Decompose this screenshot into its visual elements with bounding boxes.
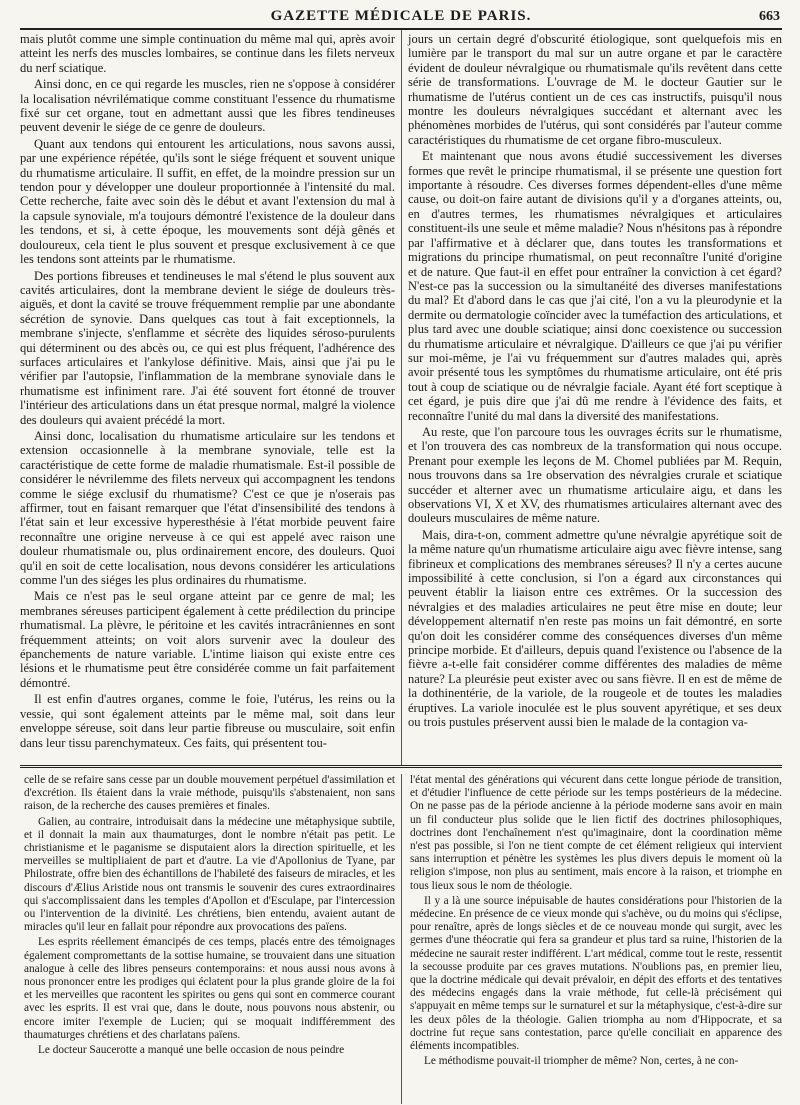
paragraph: Des portions fibreuses et tendineuses le mal s'étend le plus souvent aux cavités articulaires, dont la membrane devient le siége de douleurs très-aiguës, et dont la cavité se trouve fréquemment remplie par une abondante sécrétion de synovie. Dans quelques cas tout à fait exceptionnels, la membrane s'injecte, s'enflamme et sécrète des liquides séroso-purulents qui déterminent ou des abcès ou, ce qui est plus fréquent, l'adhérence des surfaces articulaires et l'ankylose définitive. Mais, ainsi que j'ai pu le vérifier par l'autopsie, l'inflammation de la membrane synoviale dans le rhumatisme est infiniment rare. J'ai été souvent fort étonné de trouver l'intérieur des articulations dans un état presque normal, malgré la violence des douleurs qui avaient précédé la mort. xyxy=(20,268,395,427)
paragraph: Mais, dira-t-on, comment admettre qu'une névralgie apyrétique soit de la même nature qu'un rhumatisme articulaire aigu avec fièvre intense, sang fibrineux et complications des membranes séreuses? Il n'y a certes aucune impossibilité à cette conclusion, si l'on a égard aux circonstances qui peuvent établir la liaison entre ces extrêmes. Or la succession des névralgies et des maladies articulaires ne peut être mise en doute; leur développement alternatif n'en reste pas moins un fait démontré, en sorte qu'on doit les considérer comme des conséquences diverses d'un même principe morbide. Et d'ailleurs, depuis quand l'existence ou l'absence de la fièvre a-t-elle fait considérer comme différentes des maladies de même nature? La pleurésie peut exister avec ou sans fièvre. Il en est de même de la dothinentérie, de la variole, de la rougeole et de toutes les maladies éruptives. La variole inoculée est le plus souvent apyrétique, et ses deux ou trois pustules préservent aussi bien le malade de la contagion va- xyxy=(408,527,782,730)
paragraph: Au reste, que l'on parcoure tous les ouvrages écrits sur le rhumatisme, et l'on trouvera des cas nombreux de la transformation qui nous occupe. Prenant pour exemple les leçons de M. Chomel publiées par M. Requin, nous trouvons dans sa 1re observation des névralgies crurale et sciatique succéder et alterner avec un rhumatisme articulaire aigu, et dans les observations VI, X et XV, des rhumatismes articulaires alternant avec des douleurs musculaires de même nature. xyxy=(408,424,782,526)
paragraph: Le méthodisme pouvait-il triompher de même? Non, certes, à ne con- xyxy=(424,1055,739,1068)
main-article-right-column xyxy=(401,30,782,765)
page-header xyxy=(20,0,782,30)
running-title: GAZETTE MÉDICALE DE PARIS. xyxy=(270,8,532,24)
paragraph: celle de se refaire sans cesse par un double mouvement perpétuel d'assimilation et d'excrétion. Ils étaient dans la vraie méthode, puisqu'ils s'abstenaient, non sans raison, de la recherche des causes premières et finales. xyxy=(24,774,395,813)
paragraph: Les esprits réellement émancipés de ces temps, placés entre des témoignages également compromettants de la sottise humaine, se trouvaient dans une situation analogue à celle des libres penseurs contemporains: et nous aussi nous avons à nous prononcer entre les prodiges qui éclatent pour la plus grande gloire de la foi et les merveilles que racontent les spirites ou gens qui sont en commerce courant avec les esprits. Il est vrai que, dans le doute, nous pouvons nous abstenir, ou encore imiter l'exemple de Lucien; qui se moquait indifféremment des thaumaturges chrétiens et des charlatans païens. xyxy=(24,936,395,1041)
page-number: 663 xyxy=(759,9,780,24)
paragraph: Et maintenant que nous avons étudié successivement les diverses formes que revêt le principe rhumatismal, il se présente une question fort importante à résoudre. Ces diverses formes dépendent-elles d'une même cause, ou doit-on faire autant de divisions qu'il y a d'organes atteints, ou, en d'autres termes, les rhumatismes névralgiques et articulaires constituent-ils une seule et même maladie? Nous n'hésitons pas à répondre par l'affirmative et à déclarer que, dans toutes les transformations et migrations du principe rhumatismal, on peut reconnaître l'unité d'origine et de nature. Que faut-il en effet pour entraîner la conviction à cet égard? N'est-ce pas la succession ou la simultanéité des diverses manifestations du mal? Et d'abord dans le cas que j'ai cité, l'on a vu la pleurodynie et la dermite ou dermatologie coïncider avec la tuméfaction des articulations, et plus tard avec une double sciatique; ainsi donc coexistence ou succession du rhumatisme articulaire et névralgique. D'ailleurs ce que j'ai pu vérifier sur moi-même, je l'ai vu fréquemment sur d'autres malades qui, après avoir présenté tous les symptômes du rhumatisme articulaire, ont été pris tout à coup de sciatique ou de névralgie faciale. Ayant été fort sceptique à cet égard, je puis dire que j'ai dû me rendre à l'évidence des faits, et reconnaître l'unité du mal dans la diversité des manifestations. xyxy=(408,149,782,423)
paragraph: Quant aux tendons qui entourent les articulations, nous savons aussi, par une expérience répétée, qu'ils sont le siége fréquent et souvent unique du rhumatisme articulaire. Il suffit, en effet, de la moindre pression sur un tendon pour y développer une douleur proportionnée à l'intensité du mal. Cette recherche, faite avec soin dès le début et avant l'extension du mal à la capsule synoviale, m'a toujours démontré l'existence de la douleur dans les tendons, et si, à cette époque, les mouvements sont déjà gênés et douloureux, cela tient le plus souvent et presque exclusivement à ce que les tendons sont atteints par le rhumatisme. xyxy=(20,136,395,267)
paragraph: mais plutôt comme une simple continuation du même mal qui, après avoir atteint les nerfs des muscles lombaires, se continue dans les filets nerveux du nerf sciatique. xyxy=(20,32,395,75)
paragraph: jours un certain degré d'obscurité étiologique, sont quelquefois mis en lumière par le transport du mal sur un autre organe et par le caractère évident de douleur névralgique ou rhumatismale qu'ils revêtent dans cette série de transformations. L'ouvrage de M. le docteur Gautier sur le rhumatisme de l'utérus contient un de ces cas instructifs, puisqu'il nous montre les douleurs névralgiques succédant et alternant avec les phénomènes morbides de l'utérus, qui sont considérés par l'auteur comme caractéristiques du rhumatisme de cet organe fibro-musculeux. xyxy=(408,32,782,147)
paragraph: l'état mental des générations qui vécurent dans cette longue période de transition, et d'étudier l'influence de cette période sur les temps postérieurs de la médecine. On ne passe pas de la période ancienne à la période moderne sans avoir en main un fil conducteur plus solide que le lien fictif des doctrines philosophiques, doctrines dont l'enchaînement n'est qu'imaginaire, dont la coordination même n'est pas possible, si l'on ne tient compte de cet élément religieux qui intervient sans interruption et pénètre les systèmes les plus divers depuis le moment où la religion s'impose, non plus au sentiment, mais encore à la raison, et triomphe en tous lieux sous le nom de théologie. xyxy=(410,774,782,892)
feuilleton-left-column xyxy=(20,774,401,1104)
paragraph: Il y a là une source inépuisable de hautes considérations pour l'historien de la médecine. En présence de ce vieux monde qui s'achève, ou du moins qui s'éclipse, pour renaître, après de longs siècles et de ce nouveau monde qui surgit, avec les germes d'une théocratie qui fera sa grandeur et plus tard sa ruine, l'historien de la médecine ne saurait rester indifférent. L'art médical, comme tout le reste, ressentit la secousse produite par ces graves mutations. N'oublions pas, en premier lieu, que la doctrine médicale qui devait prévaloir, en dépit des efforts et des tentatives des médecins engagés dans la vraie méthode, fut celle-là précisément qui s'appuyait en même temps sur le surnaturel et sur la métaphysique, c'est-à-dire sur les deux pôles de la théologie. Galien triompha au nom d'Hippocrate, et sa doctrine fut reçue sans contestation, parce qu'elle conciliait en apparence des éléments incompatibles. xyxy=(410,894,782,1053)
paragraph: Le docteur Saucerotte a manqué une belle occasion de nous peindre xyxy=(38,1044,345,1057)
paragraph: Ainsi donc, en ce qui regarde les muscles, rien ne s'oppose à considérer la localisation névrilématique comme constituant l'essence du rhumatisme fixé sur cet organe, tout en admettant aussi que les fibres tendineuses peuvent devenir le siége de ce genre de douleurs. xyxy=(20,77,395,135)
feuilleton xyxy=(20,774,782,1104)
feuilleton-right-column xyxy=(401,774,782,1104)
paragraph: Il est enfin d'autres organes, comme le foie, l'utérus, les reins ou la vessie, qui sont également atteints par le même mal, soit dans leur enveloppe séreuse, soit dans leur partie fibreuse ou musculaire, soit enfin dans leur tissu parenchymateux. Ces faits, qui présentent tou- xyxy=(20,692,395,750)
paragraph: Ainsi donc, localisation du rhumatisme articulaire sur les tendons et extension occasionnelle à la membrane synoviale, telle est la caractéristique de cette forme de maladie rhumatismale. Est-il possible de considérer le névrilemme des filets nerveux qui accompagnent les tendons comme le siége exclusif du rhumatisme? C'est ce que je n'oserais pas affirmer, tout en faisant remarquer que l'état d'insensibilité des tendons à l'état sain et leur excessive hyperesthésie à l'état morbide peuvent faire reconnaître une origine nerveuse à ce qui est appelé avec raison une douleur rhumatismale ou, plus ordinairement encore, des douleurs. Quoi qu'il en soit de cette localisation, nous devons considérer les articulations comme l'un des siéges les plus ordinaires du rhumatisme. xyxy=(20,428,395,588)
paragraph: Mais ce n'est pas le seul organe atteint par ce genre de mal; les membranes séreuses participent également à cette prédilection du principe rhumatismal. La plèvre, le péritoine et les cavités intracrâniennes en sont fréquemment atteints; on voit alors survenir avec la douleur des épanchements de nature variable. L'intime liaison qui existe entre ces lésions et le rhumatisme peut être considérée comme un fait parfaitement démontré. xyxy=(20,589,395,690)
main-article xyxy=(20,30,782,768)
paragraph: Galien, au contraire, introduisait dans la médecine une métaphysique subtile, et il donnait la main aux thaumaturges, dont le nombre n'était pas petit. Le christianisme et le paganisme se disputaient alors la direction spirituelle, et les merveilles se multipliaient de part et d'autre. La vie d'Apollonius de Tyane, par Philostrate, offre bien des échantillons de l'habileté des faiseurs de miracles, et les discours d'Ælius Aristide nous ont transmis le souvenir des cures extraordinaires qui s'accomplissaient dans les temples d'Apollon et d'Esculape, par l'intercession ou l'intervention de la divinité. Les chrétiens, bien entendu, avaient autant de miracles qu'il leur en fallait pour répondre aux provocations des païens. xyxy=(24,815,395,934)
main-article-left-column xyxy=(20,30,401,765)
